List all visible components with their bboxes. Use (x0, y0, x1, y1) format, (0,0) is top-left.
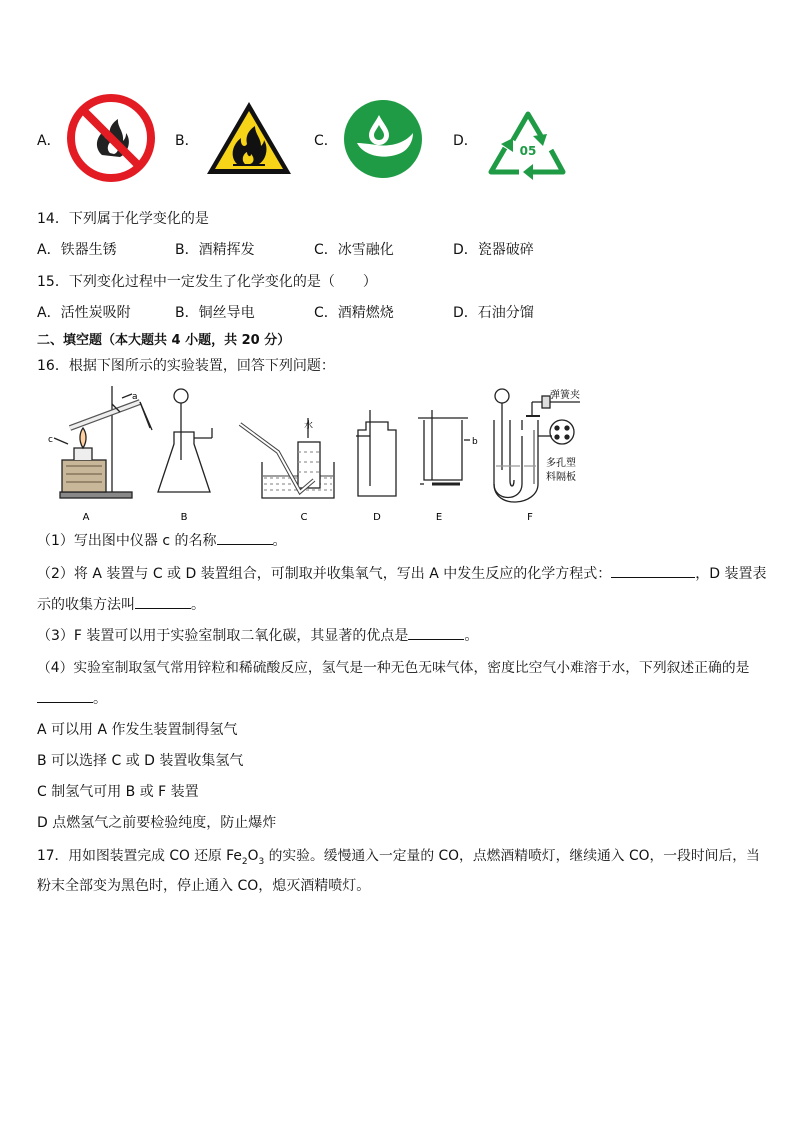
option-c-label: C． (314, 133, 338, 149)
figure-label-b: B (180, 512, 188, 523)
q16-part4: （4）实验室制取氢气常用锌粒和稀硫酸反应，氢气是一种无色无味气体，密度比空气小难溶于水，下列叙述正确的是 (37, 660, 750, 676)
water-label: 水 (304, 421, 314, 431)
q16-part2: （2）将 A 装置与 C 或 D 装置组合，可制取并收集氧气，写出 A 中发生反应的化学方程式： ，D 装置表 (37, 563, 766, 583)
figure-label-c: C (300, 512, 308, 523)
q15-option-b: B．铜丝导电 (175, 305, 255, 321)
option-a-label: A． (37, 133, 61, 149)
q15-option-c: C．酒精燃烧 (314, 305, 394, 321)
q16-part3: （3）F 装置可以用于实验室制取二氧化碳，其显著的优点是 。 (37, 625, 478, 645)
answer-blank[interactable] (135, 594, 191, 609)
figure-label-d: D (373, 512, 381, 523)
q17-line1: 17．用如图装置完成 CO 还原 $Fe_2O_3$ 的实验。缓慢通入一定量的 CO，点燃酒精喷灯，继续通入 CO，一段时间后，当 (37, 848, 760, 867)
spring-clip-label: 弹簧夹 (550, 390, 580, 401)
answer-blank[interactable] (408, 625, 464, 640)
q14-option-a: A．铁器生锈 (37, 242, 117, 258)
q14-option-b: B．酒精挥发 (175, 242, 255, 258)
q15-option-a: A．活性炭吸附 (37, 305, 131, 321)
answer-blank[interactable] (217, 530, 273, 545)
recycle-number: 05 (519, 144, 537, 158)
answer-blank[interactable] (37, 688, 93, 703)
option-d-label: D． (453, 133, 478, 149)
figure-label-f: F (527, 512, 533, 523)
q16-part1: （1）写出图中仪器 c 的名称 。 (37, 530, 287, 550)
q15-option-d: D．石油分馏 (453, 305, 534, 321)
q16-part4-line2: 。 (37, 688, 107, 708)
plate-label-2: 料隔板 (546, 472, 576, 483)
plate-label-1: 多孔塑 (546, 458, 576, 469)
pointer-c: c (48, 435, 53, 445)
pointer-b: b (472, 437, 478, 447)
q15-stem: 15．下列变化过程中一定发生了化学变化的是（ ） (37, 274, 377, 290)
section-title: 二、填空题（本大题共 4 小题，共 20 分） (37, 333, 291, 348)
q16-part2-line2: 示的收集方法叫 。 (37, 594, 205, 614)
figure-label-a: A (82, 512, 90, 523)
q16-choice-c: C 制氢气可用 B 或 F 装置 (37, 784, 199, 800)
figure-label-e: E (435, 512, 443, 523)
apparatus-figure (40, 380, 600, 525)
pointer-a: a (132, 392, 138, 402)
option-b-label: B． (175, 133, 199, 149)
q14-option-d: D．瓷器破碎 (453, 242, 534, 258)
water-saving-sign-icon (343, 99, 423, 179)
flammable-warning-icon (203, 98, 295, 178)
no-fire-sign-icon (66, 93, 156, 183)
q16-stem: 16．根据下图所示的实验装置，回答下列问题： (37, 358, 335, 374)
q14-option-c: C．冰雪融化 (314, 242, 394, 258)
q16-choice-d: D 点燃氢气之前要检验纯度，防止爆炸 (37, 815, 277, 831)
q17-line2: 粉末全部变为黑色时，停止通入 CO，熄灭酒精喷灯。 (37, 878, 371, 894)
q14-stem: 14．下列属于化学变化的是 (37, 211, 209, 227)
answer-blank[interactable] (611, 563, 695, 578)
recycle-symbol-icon (483, 100, 573, 184)
q16-choice-a: A 可以用 A 作发生装置制得氢气 (37, 722, 238, 738)
q16-choice-b: B 可以选择 C 或 D 装置收集氢气 (37, 753, 244, 769)
